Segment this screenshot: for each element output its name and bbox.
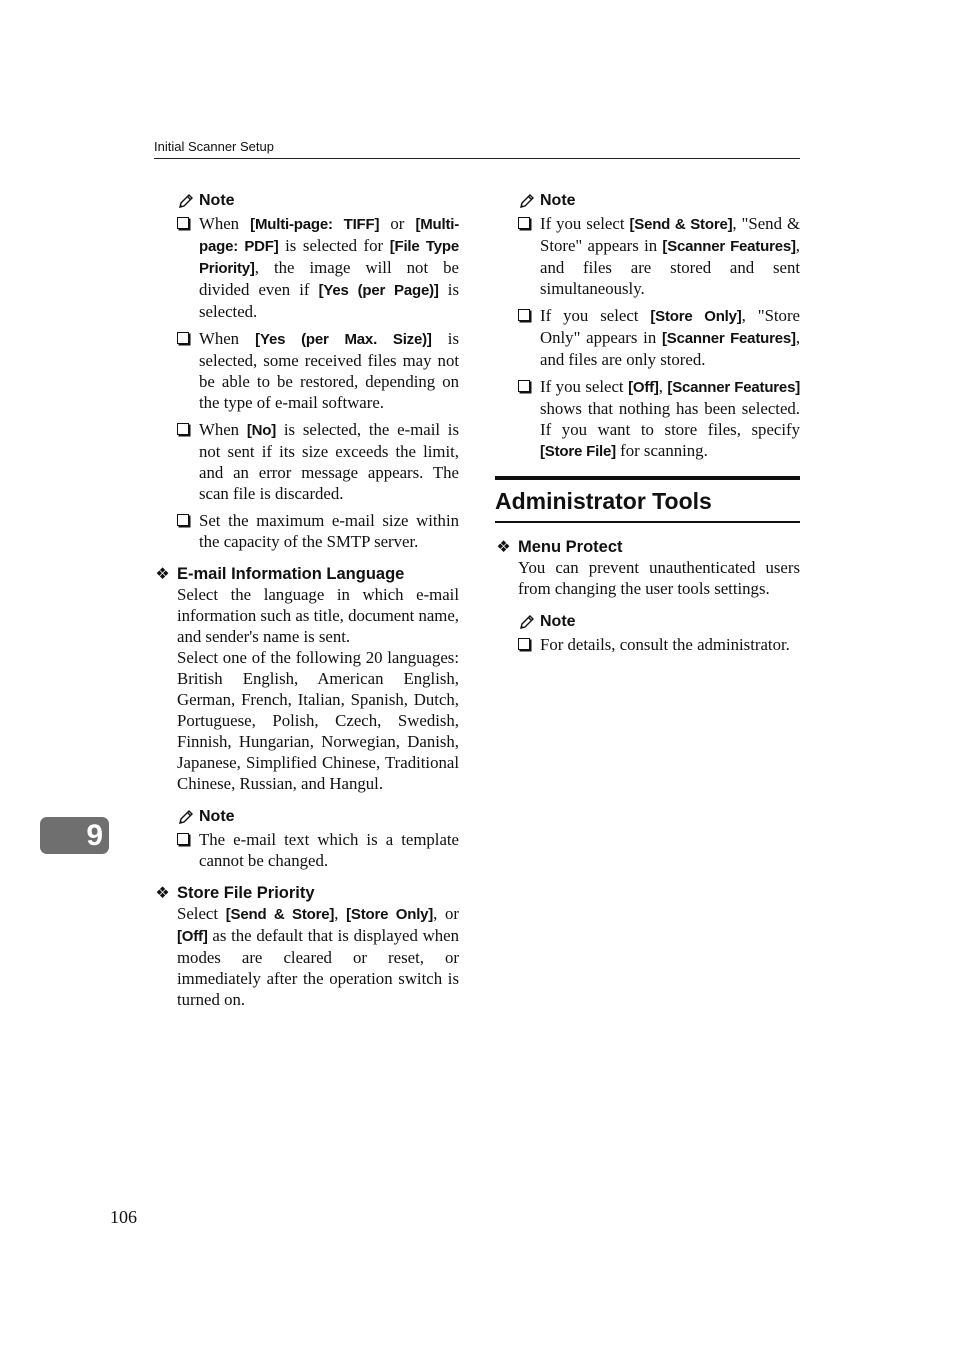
text-run: When xyxy=(199,420,247,439)
checkbox-bullet-icon xyxy=(518,309,530,321)
text-run: , xyxy=(334,904,347,923)
right-column xyxy=(495,192,800,667)
note-item xyxy=(177,328,459,413)
text-run: , and files are only stored. xyxy=(540,328,801,369)
note-store-modes xyxy=(518,192,800,462)
note-heading xyxy=(518,192,800,210)
ui-term: [File Type Priority] xyxy=(199,238,459,277)
checkbox-bullet-icon xyxy=(177,217,189,229)
left-column xyxy=(154,192,459,1024)
checkbox-bullet-icon xyxy=(518,638,530,650)
text-run: or xyxy=(379,214,416,233)
diamond-bullet-icon: ❖ xyxy=(155,566,170,583)
store-priority-heading xyxy=(154,883,459,903)
text-run: If you select xyxy=(540,306,651,325)
ui-term: [Scanner Features] xyxy=(667,379,801,396)
checkbox-bullet-icon xyxy=(518,380,530,392)
text-run: is selected. xyxy=(199,280,459,321)
text-run: , "Send & Store" appears in xyxy=(540,214,800,255)
note-heading xyxy=(177,808,459,826)
ui-term: [Send & Store] xyxy=(225,906,335,923)
menu-protect-heading xyxy=(495,537,800,557)
note-administrator xyxy=(518,613,800,655)
pencil-icon xyxy=(177,192,195,210)
text-run: , xyxy=(658,377,668,396)
ui-term: [Yes (per Page)] xyxy=(318,282,439,299)
note-label: Note xyxy=(540,192,576,209)
note-item xyxy=(177,419,459,504)
note-heading xyxy=(177,192,459,210)
email-language-heading xyxy=(154,564,459,584)
checkbox-bullet-icon xyxy=(177,833,189,845)
ui-term: [Multi-page: TIFF] xyxy=(250,216,380,233)
pencil-icon xyxy=(518,613,536,631)
ui-term: [Store File] xyxy=(540,443,616,460)
text-run: , "Store Only" appears in xyxy=(540,306,800,347)
note-tiff-pdf xyxy=(177,192,459,552)
text-run: When xyxy=(199,214,251,233)
note-heading xyxy=(518,613,800,631)
checkbox-bullet-icon xyxy=(177,423,189,435)
text-run: is selected, some received files may not be able to be restored, depending on the type of e-mail software. xyxy=(199,329,460,412)
diamond-bullet-icon: ❖ xyxy=(496,539,511,556)
page-number: 106 xyxy=(110,1207,137,1227)
pencil-icon xyxy=(518,192,536,210)
ui-term: [Store Only] xyxy=(346,906,434,923)
running-header xyxy=(154,139,800,159)
text-run: , or xyxy=(433,904,460,923)
section-title-administrator-tools: Administrator Tools xyxy=(495,476,800,523)
text-run: as the default that is displayed when modes are cleared or reset, or immediately after the operation switch is turned on. xyxy=(177,926,459,1009)
note-list xyxy=(177,213,459,552)
note-item xyxy=(177,510,459,552)
menu-protect-heading-text: Menu Protect xyxy=(518,537,623,556)
store-priority-heading-text: Store File Priority xyxy=(177,883,315,902)
text-run: If you select xyxy=(540,214,630,233)
running-header-title: Initial Scanner Setup xyxy=(154,139,274,154)
ui-term: [Off] xyxy=(628,379,659,396)
text-run: The e-mail text which is a template cannot be changed. xyxy=(199,830,459,870)
note-label: Note xyxy=(199,192,235,209)
note-list xyxy=(177,829,459,871)
text-run: Set the maximum e-mail size within the capacity of the SMTP server. xyxy=(199,511,459,551)
note-item xyxy=(518,305,800,370)
text-run: , the image will not be divided even if xyxy=(199,258,459,299)
email-language-heading-text: E-mail Information Language xyxy=(177,564,405,583)
ui-term: [Yes (per Max. Size)] xyxy=(255,331,432,348)
email-language-para-1: Select the language in which e-mail information such as title, document name, and sender's name is sent. xyxy=(177,585,459,646)
text-run: , and files are stored and sent simultaneously. xyxy=(540,236,800,298)
menu-protect-text: You can prevent unauthenticated users from changing the user tools settings. xyxy=(518,558,800,598)
text-run: shows that nothing has been selected. If you want to store files, specify xyxy=(540,399,800,439)
text-run: When xyxy=(199,329,256,348)
ui-term: [Off] xyxy=(177,928,208,945)
ui-term: [Scanner Features] xyxy=(662,238,796,255)
note-list xyxy=(518,213,800,462)
note-item xyxy=(518,634,800,655)
text-run: If you select xyxy=(540,377,629,396)
note-label: Note xyxy=(540,613,576,630)
ui-term: [No] xyxy=(246,422,277,439)
chapter-tab: 9 xyxy=(40,817,109,854)
note-label: Note xyxy=(199,808,235,825)
checkbox-bullet-icon xyxy=(177,514,189,526)
note-item xyxy=(177,213,459,322)
text-run: is selected for xyxy=(278,236,390,255)
note-item xyxy=(177,829,459,871)
note-list xyxy=(518,634,800,655)
checkbox-bullet-icon xyxy=(177,332,189,344)
text-run: Select xyxy=(177,904,226,923)
ui-term: [Multi-page: PDF] xyxy=(199,216,460,255)
ui-term: [Scanner Features] xyxy=(661,330,796,347)
text-run: for scanning. xyxy=(615,441,708,460)
text-run: For details, consult the administrator. xyxy=(540,635,790,654)
note-template xyxy=(177,808,459,871)
checkbox-bullet-icon xyxy=(518,217,530,229)
diamond-bullet-icon: ❖ xyxy=(155,885,170,902)
store-priority-text xyxy=(177,903,459,1010)
email-language-para-2: Select one of the following 20 languages: British English, American English, German, French, Italian, Spanish, Dutch, Portuguese, Polish, Czech, Swedish, Finnish, Hungarian, Norwegian, Danish, Japanese, Simplified Chinese, Traditional Chinese, Russian, and Hangul. xyxy=(177,648,459,793)
ui-term: [Send & Store] xyxy=(629,216,733,233)
text-run: is selected, the e-mail is not sent if its size exceeds the limit, and an error message appears. The scan file is discarded. xyxy=(199,420,460,503)
note-item xyxy=(518,376,800,462)
note-item xyxy=(518,213,800,299)
ui-term: [Store Only] xyxy=(650,308,742,325)
pencil-icon xyxy=(177,808,195,826)
